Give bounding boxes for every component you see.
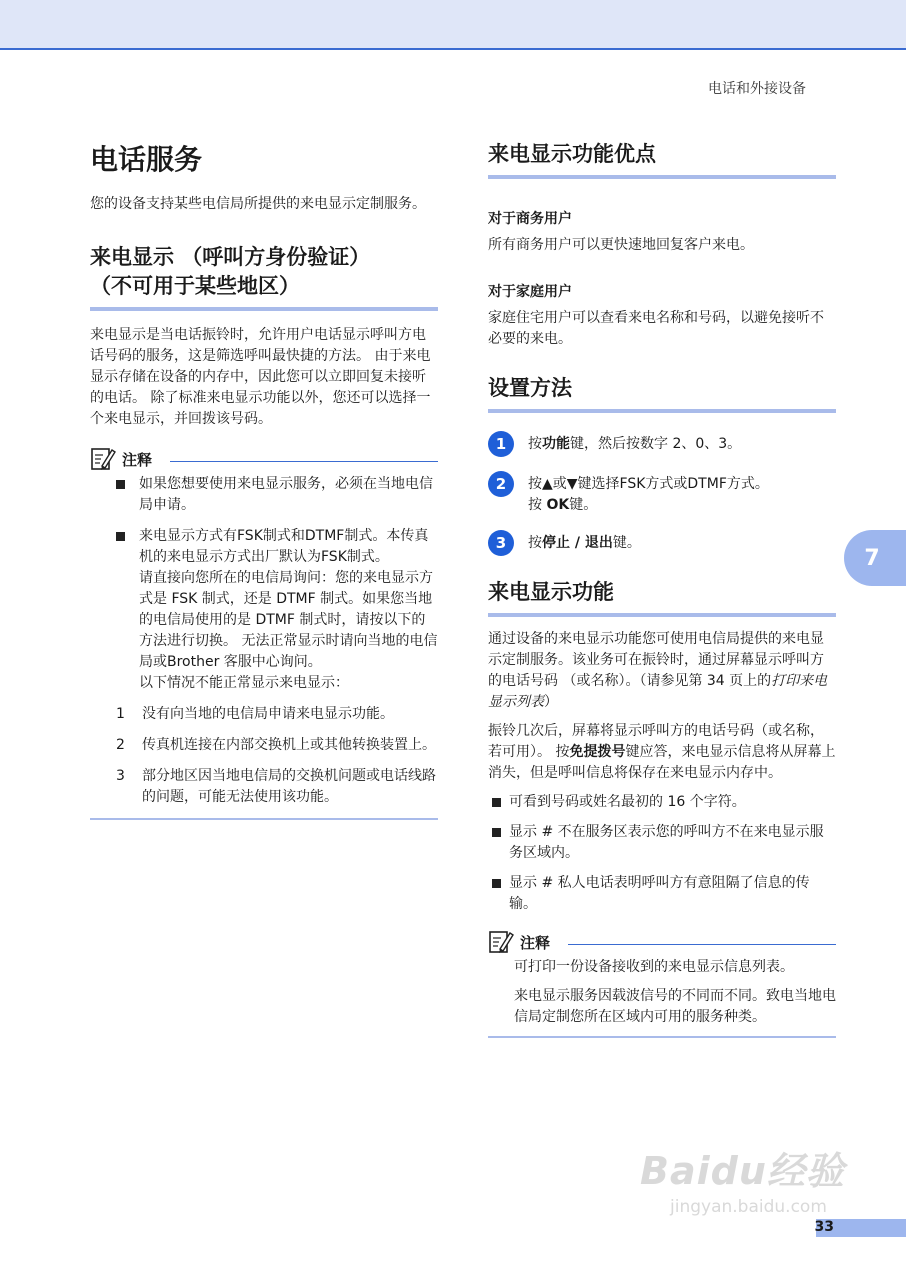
item-number: 2 xyxy=(116,737,125,753)
note-end-rule xyxy=(90,818,438,820)
business-users-text: 所有商务用户可以更快速地回复客户来电。 xyxy=(488,237,754,253)
note-body xyxy=(488,957,836,1028)
list-item xyxy=(492,822,836,864)
home-users-title: 对于家庭用户 xyxy=(488,284,572,300)
function-bullets xyxy=(488,792,836,915)
item-number: 3 xyxy=(116,768,125,784)
chapter-tab: 7 xyxy=(844,530,906,586)
heading-line-1: 来电显示 （呼叫方身份验证） xyxy=(90,245,371,269)
watermark-brand: Baidu经验 xyxy=(640,1149,845,1193)
list-item xyxy=(116,526,438,694)
item-number: 1 xyxy=(116,706,125,722)
benefits-heading: 来电显示功能优点 xyxy=(488,140,836,179)
step-3 xyxy=(488,530,836,556)
function-heading: 来电显示功能 xyxy=(488,578,836,617)
item-text: 没有向当地的电信局申请来电显示功能。 xyxy=(142,706,394,722)
step-text-pre: 按 xyxy=(528,497,547,513)
key-name: 免提拨号 xyxy=(569,744,626,760)
numbered-item xyxy=(116,735,438,756)
note-pencil-icon xyxy=(90,446,116,472)
bullet-text: 如果您想要使用来电显示服务，必须在当地电信局申请。 xyxy=(139,476,433,513)
step-text-post: 键。 xyxy=(612,535,641,551)
key-name: 停止 / 退出 xyxy=(542,535,613,551)
step-line: 按▲或▼键选择FSK方式或DTMF方式。 xyxy=(528,476,769,492)
key-name: 功能 xyxy=(542,436,570,452)
function-paragraph-1 xyxy=(488,629,836,713)
paragraph-text: 键应答，来电显示信息将从屏幕上消失，但是呼叫信息将保存在来电显示内存中。 xyxy=(488,744,836,781)
step-number-badge: 1 xyxy=(488,431,514,457)
note-pencil-icon xyxy=(488,929,514,955)
note-title: 注释 xyxy=(122,450,153,469)
note-rule xyxy=(568,944,836,945)
heading-line-2: （不可用于某些地区） xyxy=(90,274,300,298)
watermark-url: jingyan.baidu.com xyxy=(670,1197,827,1217)
step-text xyxy=(528,530,641,554)
step-text-pre: 按 xyxy=(528,535,542,551)
step-text xyxy=(528,431,741,455)
bullet-text: 可看到号码或姓名最初的 16 个字符。 xyxy=(509,794,746,810)
note-paragraph: 来电显示服务因载波信号的不同而不同。致电当地电信局定制您所在区域内可用的服务种类。 xyxy=(514,988,836,1025)
item-text: 部分地区因当地电信局的交换机问题或电话线路的问题，可能无法使用该功能。 xyxy=(142,768,436,805)
bullet-text: 显示 # 私人电话表明呼叫方有意阻隔了信息的传输。 xyxy=(509,875,810,912)
note-rule xyxy=(170,461,438,462)
step-text xyxy=(528,471,769,516)
numbered-item xyxy=(116,704,438,725)
list-item xyxy=(492,873,836,915)
bullet-text: 来电显示方式有FSK制式和DTMF制式。本传真机的来电显示方式出厂默认为FSK制式。 xyxy=(139,528,429,565)
note-paragraph: 可打印一份设备接收到的来电显示信息列表。 xyxy=(514,959,794,975)
caller-id-body: 来电显示是当电话振铃时，允许用户电话显示呼叫方电话号码的服务，这是筛选呼叫最快捷的方法。 由于来电显示存储在设备的内存中，因此您可以立即回复未接听的电话。 除了标准来电显示功能以外，您还可以选择一个来电显示，并回拨该号码。 xyxy=(90,327,431,427)
note-end-rule xyxy=(488,1036,836,1038)
note-header xyxy=(90,446,438,472)
numbered-item xyxy=(116,766,438,808)
key-name: OK xyxy=(546,497,570,513)
step-2 xyxy=(488,471,836,516)
top-band xyxy=(0,0,906,50)
bullet-paragraph: 以下情况不能正常显示来电显示： xyxy=(139,675,349,691)
bullet-content xyxy=(139,526,438,694)
paragraph-text: 通过设备的来电显示功能您可使用电信局提供的来电显示定制服务。该业务可在振铃时，通过屏幕显示呼叫方的电话号码 （或名称）。（请参见第 34 页上的 xyxy=(488,631,824,689)
bullet-square-icon xyxy=(116,480,125,489)
paragraph-text: 振铃几次后，屏幕将显示呼叫方的电话号码（或名称，若可用）。 按 xyxy=(488,723,824,760)
bullet-square-icon xyxy=(492,828,501,837)
list-item xyxy=(492,792,836,813)
function-paragraph-2 xyxy=(488,721,836,784)
business-users-title: 对于商务用户 xyxy=(488,211,572,227)
step-number-badge: 3 xyxy=(488,530,514,556)
note-header xyxy=(488,929,836,955)
numbered-list xyxy=(116,704,438,808)
left-column xyxy=(90,140,438,820)
cross-reference: 打印来电显示列表 xyxy=(488,673,828,710)
note-body xyxy=(90,474,438,808)
step-text-post: 键。 xyxy=(569,497,598,513)
step-line xyxy=(528,495,769,516)
right-column xyxy=(488,140,836,1038)
bullet-square-icon xyxy=(492,798,501,807)
watermark xyxy=(640,1140,845,1217)
list-item xyxy=(116,474,438,516)
page-number: 33 xyxy=(814,1219,834,1235)
bullet-square-icon xyxy=(116,532,125,541)
bullet-text: 显示 # 不在服务区表示您的呼叫方不在来电显示服务区域内。 xyxy=(509,824,824,861)
step-number-badge: 2 xyxy=(488,471,514,497)
paragraph-text: ） xyxy=(544,694,558,710)
bullet-square-icon xyxy=(492,879,501,888)
page-title: 电话服务 xyxy=(90,143,203,176)
caller-id-heading xyxy=(90,243,438,311)
note-title: 注释 xyxy=(520,933,551,952)
step-text-post: 键，然后按数字 2、0、3。 xyxy=(570,436,742,452)
step-text-pre: 按 xyxy=(528,436,542,452)
setup-heading: 设置方法 xyxy=(488,374,836,413)
item-text: 传真机连接在内部交换机上或其他转换装置上。 xyxy=(142,737,436,753)
step-1 xyxy=(488,431,836,457)
home-users-text: 家庭住宅用户可以查看来电名称和号码，以避免接听不必要的来电。 xyxy=(488,310,824,347)
running-header: 电话和外接设备 xyxy=(708,81,806,97)
intro-text: 您的设备支持某些电信局所提供的来电显示定制服务。 xyxy=(90,196,426,212)
bullet-paragraph: 请直接向您所在的电信局询问：您的来电显示方式是 FSK 制式，还是 DTMF 制式。如果您当地的电信局使用的是 DTMF 制式时，请按以下的方法进行切换。 无法正常显示时请向当地的电信局或Brother 客服中心询问。 xyxy=(139,570,438,670)
